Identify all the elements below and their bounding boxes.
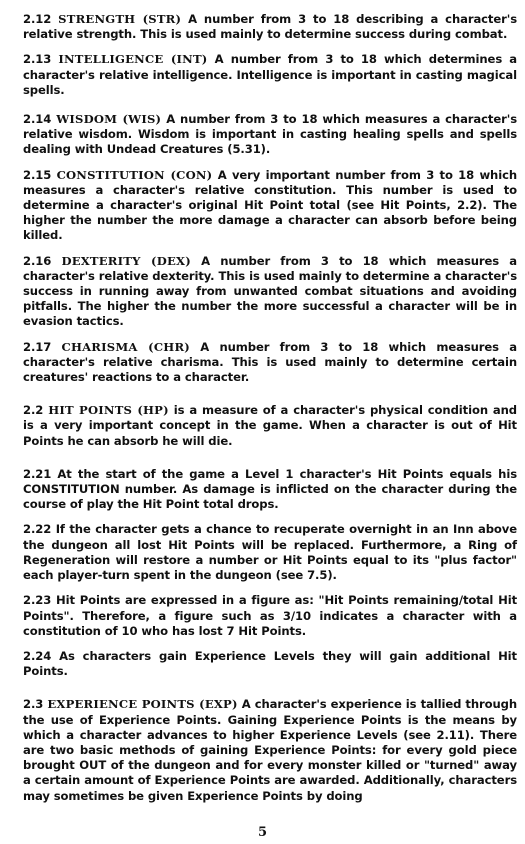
section-heading: STRENGTH (STR) — [58, 12, 182, 26]
section-heading: WISDOM (WIS) — [56, 112, 162, 127]
section-2-22: 2.22 If the character gets a chance to recuperate overnight in an Inn above the dungeon all lost Hit Points will be replaced. Furthermore, a Ring of Regeneration will restore a number or Hit Points equal to its "plus factor" each player-turn spent in the dungeon (see 7.5). — [23, 522, 518, 583]
section-text: A number from 3 to 18 describing a character's relative strength. This is used mainly to determine success during combat. — [23, 12, 518, 42]
section-text: As characters gain Experience Levels they will gain additional Hit Points. — [23, 648, 517, 679]
section-text: A character's experience is tallied through the use of Experience Points. Gaining Experience Points is the means by which a character advances to higher Experience Levels (see 2.11). There are two basic methods of gaining Experience Points: for every gold piece brought OUT of the dungeon and for every monster killed or "turned" away a certain amount of Experience Points are awarded. Additionally, characters may sometimes be given Experience Points by doing — [23, 697, 518, 803]
section-heading: EXPERIENCE POINTS (EXP) — [47, 697, 238, 712]
section-2-17: 2.17 CHARISMA (CHR) A number from 3 to 18 which measures a character's relative charisma. This is used mainly to determine certain creatures' reactions to a character. — [23, 339, 517, 385]
section-heading: CHARISMA (CHR) — [61, 339, 190, 354]
section-text: is a measure of a character's physical condition and is a very important concept in the game. When a character is out of Hit Points he can absorb he will die. — [23, 403, 517, 448]
section-text: A number from 3 to 18 which measures a character's relative wisdom. Wisdom is important in casting healing spells and spells dealing with Undead Creatures (5.31). — [23, 112, 517, 157]
section-2-24: 2.24 As characters gain Experience Levels they will gain additional Hit Points. — [23, 648, 517, 679]
section-text: A number from 3 to 18 which measures a character's relative dexterity. This is used mainly to determine a character's success in running away from unwanted combat situations and avoiding pitfalls. The higher the number the more successful a character will be in evasion tactics. — [23, 253, 518, 329]
section-2-14: 2.14 WISDOM (WIS) A number from 3 to 18 which measures a character's relative wisdom. Wisdom is important in casting healing spells and spells dealing with Undead Creatures (5.31). — [23, 112, 517, 157]
section-2-12: 2.12 STRENGTH (STR) A number from 3 to 18 describing a character's relative strength. This is used mainly to determine success during combat. — [23, 12, 518, 42]
section-text: Hit Points are expressed in a figure as: "Hit Points remaining/total Hit Points". Therefore, a figure such as 3/10 indicates a character with a constitution of 10 who has lost 7 Hit Points. — [23, 593, 518, 638]
section-2-15: 2.15 CONSTITUTION (CON) A very important number from 3 to 18 which measures a character's relative constitution. This number is used to determine a character's original Hit Point total (see Hit Points, 2.2). The higher the number the more damage a character can absorb before being killed. — [23, 167, 518, 243]
section-heading: CONSTITUTION (CON) — [56, 167, 213, 182]
section-2-21: 2.21 At the start of the game a Level 1 character's Hit Points equals his CONSTITUTION number. As damage is inflicted on the character during the course of play the Hit Point total drops. — [23, 466, 517, 512]
section-text: A very important number from 3 to 18 which measures a character's relative constitution. This number is used to determine a character's original Hit Point total (see Hit Points, 2.2). The higher the number the more damage a character can absorb before being killed. — [23, 167, 518, 243]
section-text: At the start of the game a Level 1 character's Hit Points equals his CONSTITUTION number. As damage is inflicted on the character during the course of play the Hit Point total drops. — [23, 466, 517, 512]
section-2-23: 2.23 Hit Points are expressed in a figure as: "Hit Points remaining/total Hit Points". Therefore, a figure such as 3/10 indicates a character with a constitution of 10 who has lost 7 Hit Points. — [23, 593, 518, 638]
page-number: 5 — [257, 825, 268, 840]
section-2-3: 2.3 EXPERIENCE POINTS (EXP) A character's experience is tallied through the use of Experience Points. Gaining Experience Points is the means by which a character advances to higher Experience Levels (see 2.11). There are two basic methods of gaining Experience Points: for every gold piece brought OUT of the dungeon and for every monster killed or "turned" away a certain amount of Experience Points are awarded. Additionally, characters may sometimes be given Experience Points by doing — [23, 697, 518, 803]
section-heading: INTELLIGENCE (INT) — [58, 52, 208, 67]
section-heading: DEXTERITY (DEX) — [61, 253, 191, 268]
section-heading: HIT POINTS (HP) — [48, 403, 169, 418]
section-2-13: 2.13 INTELLIGENCE (INT) A number from 3 to 18 which determines a character's relative intelligence. Intelligence is important in casting magical spells. — [23, 52, 518, 97]
section-2-2: 2.2 HIT POINTS (HP) is a measure of a character's physical condition and is a very important concept in the game. When a character is out of Hit Points he can absorb he will die. — [23, 403, 517, 448]
section-text: A number from 3 to 18 which determines a character's relative intelligence. Intelligence is important in casting magical spells. — [23, 52, 518, 97]
section-text: A number from 3 to 18 which measures a character's relative charisma. This is used mainly to determine certain creatures' reactions to a character. — [23, 339, 517, 385]
section-text: If the character gets a chance to recuperate overnight in an Inn above the dungeon all lost Hit Points will be replaced. Furthermore, a Ring of Regeneration will restore a number or Hit Points equal to its "plus factor" each player-turn spent in the dungeon (see 7.5). — [23, 522, 518, 583]
section-2-16: 2.16 DEXTERITY (DEX) A number from 3 to 18 which measures a character's relative dexterity. This is used mainly to determine a character's success in running away from unwanted combat situations and avoiding pitfalls. The higher the number the more successful a character will be in evasion tactics. — [23, 253, 518, 329]
